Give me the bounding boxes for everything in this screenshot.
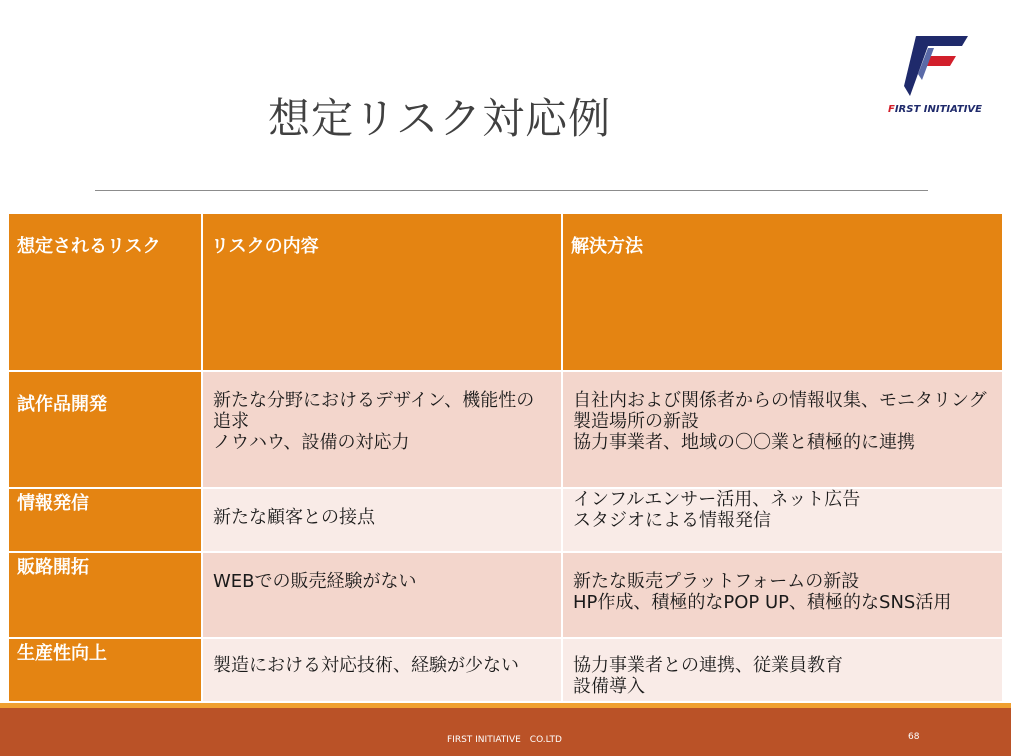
content-line: WEBでの販売経験がない	[213, 571, 417, 592]
risk-name: 生産性向上	[8, 638, 202, 702]
risk-solution	[562, 638, 1003, 702]
table-row	[8, 371, 1003, 488]
title-divider	[95, 190, 928, 191]
table-row	[8, 552, 1003, 638]
risk-table	[7, 212, 1004, 703]
content-line: ノウハウ、設備の対応力	[213, 432, 410, 453]
risk-name: 販路開拓	[8, 552, 202, 638]
risk-content	[202, 488, 562, 552]
risk-solution	[562, 371, 1003, 488]
solution-line: インフルエンサー活用、ネット広告	[573, 489, 861, 510]
table-header-row	[8, 213, 1003, 371]
risk-content	[202, 371, 562, 488]
risk-content	[202, 552, 562, 638]
content-line: 新たな分野におけるデザイン、機能性の追求	[213, 390, 535, 432]
risk-solution	[562, 552, 1003, 638]
content-line: 製造における対応技術、経験が少ない	[213, 655, 519, 676]
risk-content	[202, 638, 562, 702]
header-risk: 想定されるリスク	[8, 213, 202, 371]
risk-solution	[562, 488, 1003, 552]
table-row	[8, 488, 1003, 552]
first-initiative-logo-icon	[904, 34, 968, 98]
solution-line: スタジオによる情報発信	[573, 510, 771, 531]
risk-name: 試作品開発	[8, 371, 202, 488]
header-solution: 解決方法	[562, 213, 1003, 371]
logo-text: FIRST INITIATIVE	[887, 104, 983, 115]
solution-line: 製造場所の新設	[573, 411, 699, 432]
footer-company: FIRST INITIATIVE CO.LTD	[447, 735, 562, 745]
risk-name: 情報発信	[8, 488, 202, 552]
solution-line: HP作成、積極的なPOP UP、積極的なSNS活用	[573, 592, 952, 613]
solution-line: 設備導入	[573, 676, 645, 697]
slide-title: 想定リスク対応例	[268, 94, 612, 143]
solution-line: 新たな販売プラットフォームの新設	[573, 571, 860, 592]
header-content: リスクの内容	[202, 213, 562, 371]
solution-line: 協力事業者との連携、従業員教育	[573, 655, 843, 676]
content-line: 新たな顧客との接点	[213, 507, 375, 528]
page-number: 68	[908, 732, 920, 742]
company-logo	[880, 34, 990, 120]
table-row	[8, 638, 1003, 702]
solution-line: 協力事業者、地域の〇〇業と積極的に連携	[573, 432, 915, 453]
solution-line: 自社内および関係者からの情報収集、モニタリング	[573, 390, 987, 411]
